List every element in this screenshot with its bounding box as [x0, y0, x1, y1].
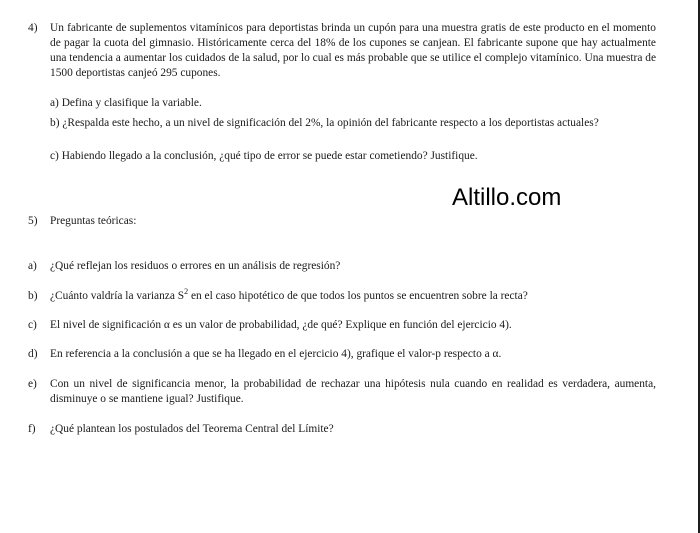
- item-b-text-before: ¿Cuánto valdría la varianza S: [50, 290, 185, 302]
- item-b-superscript: 2: [184, 287, 189, 296]
- question-5-item-b: [28, 289, 656, 304]
- item-b-text: [50, 289, 656, 304]
- item-d-letter: d): [28, 348, 38, 360]
- question-5-item-e: [28, 377, 656, 407]
- item-f-letter: f): [28, 423, 36, 435]
- item-b-letter: b): [28, 290, 38, 302]
- question-5-item-a: [28, 259, 656, 274]
- item-a-letter: a): [28, 260, 37, 272]
- question-5-item-c: [28, 318, 656, 333]
- item-f-text: ¿Qué plantean los postulados del Teorema Central del Límite?: [50, 423, 334, 435]
- item-a-text: ¿Qué reflejan los residuos o errores en un análisis de regresión?: [50, 260, 341, 272]
- item-c-text: El nivel de significación α es un valor de probabilidad, ¿de qué? Explique en función del ejercicio 4).: [50, 319, 512, 331]
- question-4-part-b-text: b) ¿Respalda este hecho, a un nivel de significación del 2%, la opinión del fabricante respecto a los deportistas actuales?: [50, 117, 599, 129]
- question-4-number: 4): [28, 22, 38, 34]
- question-4-part-b: [28, 115, 656, 132]
- question-5-item-f: [28, 422, 656, 437]
- item-e-text: Con un nivel de significancia menor, la probabilidad de rechazar una hipótesis nula cuando en realidad es verdadera, aumenta, disminuye o se mantiene igual? Justifique.: [50, 378, 656, 405]
- question-4-part-c: [28, 149, 656, 164]
- question-4-statement: Un fabricante de suplementos vitamínicos para deportistas brinda un cupón para una muestra gratis de este producto en el momento de pagar la cuota del gimnasio. Históricamente cerca del 18% de los cupones se canjean. El fabricante supone que hay actualmente una tendencia a aumentar los cuidados de la salud, por lo cual es más probable que se utilice el complejo vitamínico. Una muestra de 1500 deportistas canjeó 295 cupones.: [50, 22, 656, 79]
- question-4-part-c-text: c) Habiendo llegado a la conclusión, ¿qué tipo de error se puede estar cometiendo? Justifique.: [50, 150, 478, 162]
- question-5-item-d: [28, 347, 656, 362]
- item-d-text: En referencia a la conclusión a que se ha llegado en el ejercicio 4), grafique el valor-p respecto a α.: [50, 348, 502, 360]
- item-e-letter: e): [28, 378, 37, 390]
- question-4: [28, 21, 656, 81]
- question-5-number: 5): [28, 215, 38, 227]
- question-4-part-a-text: a) Defina y clasifique la variable.: [50, 97, 202, 109]
- question-5-header: [28, 214, 656, 229]
- question-4-part-a: [28, 96, 656, 111]
- item-c-letter: c): [28, 319, 37, 331]
- question-5-title: Preguntas teóricas:: [50, 215, 137, 227]
- watermark-logo: Altillo.com: [452, 184, 562, 211]
- item-b-text-after: en el caso hipotético de que todos los puntos se encuentren sobre la recta?: [188, 290, 528, 302]
